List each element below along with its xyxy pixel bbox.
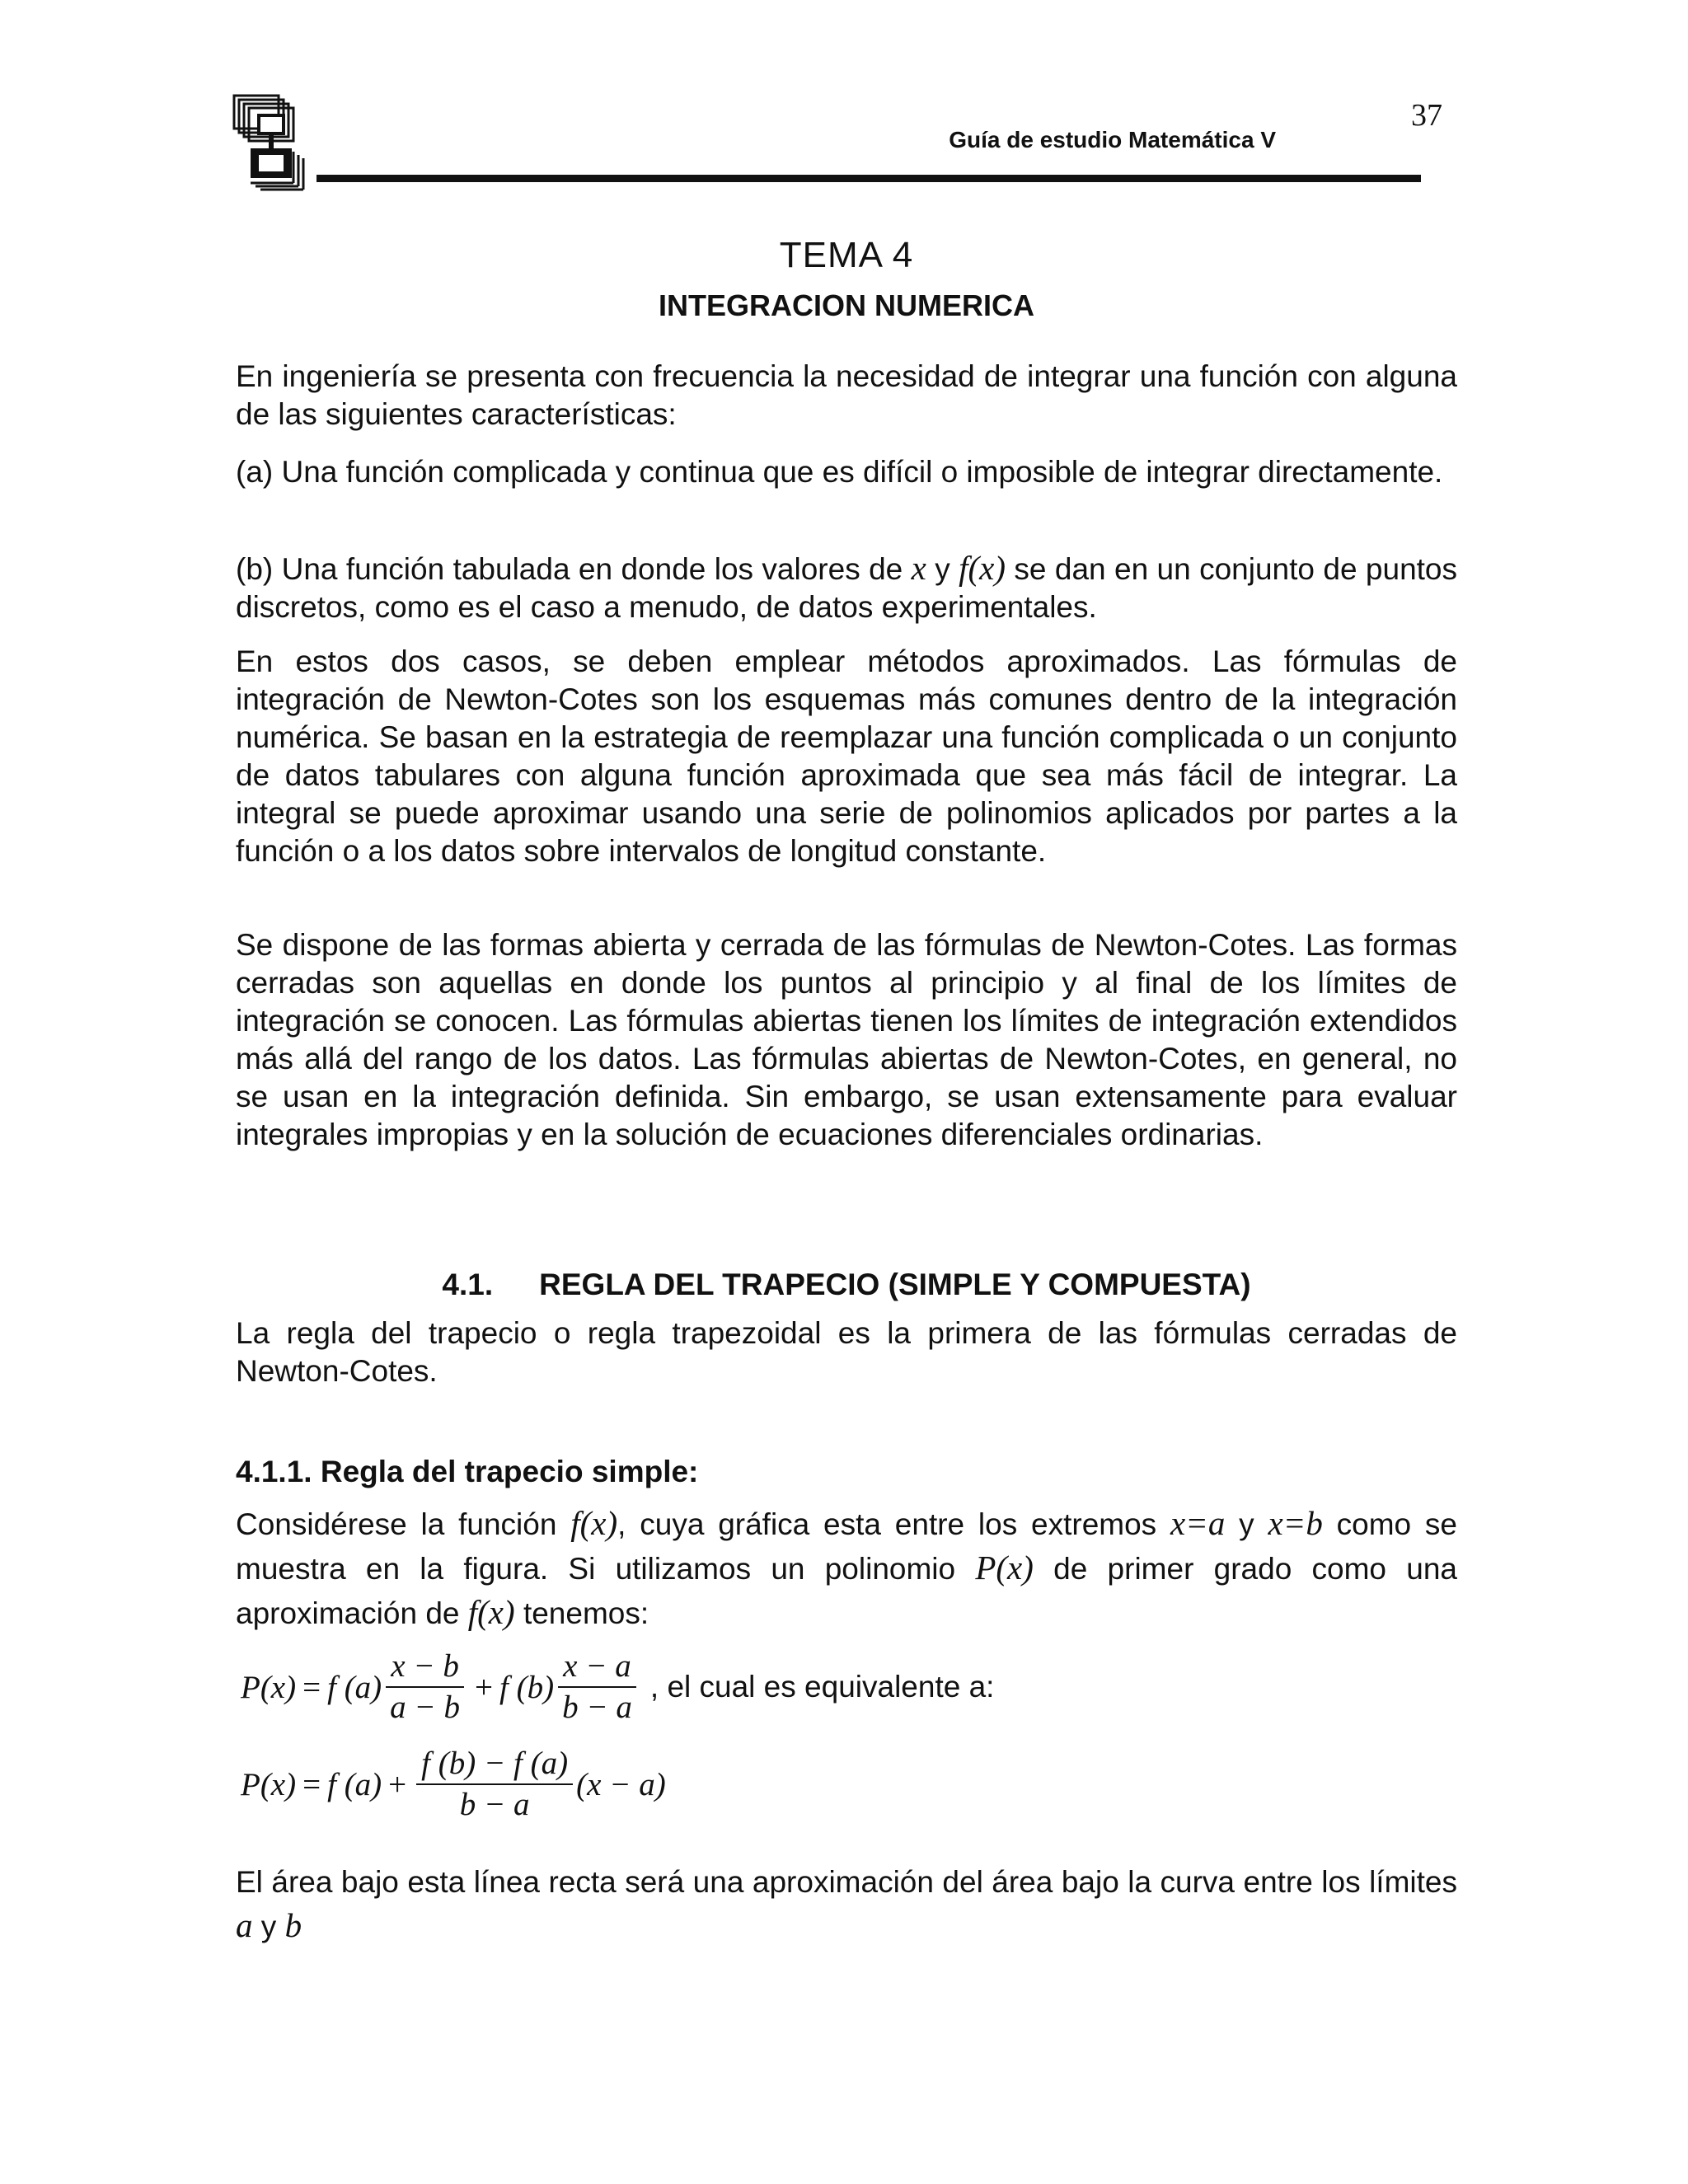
formula-linear-interpolation — [241, 1648, 994, 1726]
intro-paragraph-3: (b) Una función tabulada en donde los valores de x y f(x) se dan en un conjunto de puntos discretos, como es el caso a menudo, de datos experimentales. — [236, 549, 1457, 624]
header-rule — [316, 175, 1421, 182]
formula1-fraction-2 — [557, 1648, 637, 1726]
formula-point-slope — [241, 1746, 666, 1823]
formula2-lhs: P(x) — [241, 1766, 297, 1802]
formula1-term2: f (b) — [499, 1669, 555, 1705]
formula2-fraction-numerator: f (b) − f (a) — [416, 1746, 573, 1785]
formula2-fraction — [416, 1746, 573, 1823]
formula2-equals: = — [302, 1766, 321, 1802]
chapter-label: TEMA 4 — [779, 235, 914, 275]
formula1-fraction-1-numerator: x − b — [386, 1648, 464, 1688]
section-number: 4.1. — [442, 1268, 494, 1301]
intro-paragraph-5: Se dispone de las formas abierta y cerrada de las fórmulas de Newton-Cotes. Las formas cerradas son aquellas en donde los puntos al principio y al final de los límites de integración se conocen. Las fórmulas abiertas tienen los límites de integración extendidos más allá del rango de los datos. Las fórmulas abiertas de Newton-Cotes, en general, no se usan en la integración definida. Sin embargo, se usan extensamente para evaluar integrales impropias y en la solución de ecuaciones diferenciales ordinarias. — [236, 928, 1457, 1151]
formula1-fraction-1 — [385, 1648, 465, 1726]
chapter-title: INTEGRACION NUMERICA — [659, 288, 1034, 322]
subsection-paragraph-2: El área bajo esta línea recta será una aproximación del área bajo la curva entre los límites a y b — [236, 1865, 1457, 1944]
section-heading — [236, 1268, 1457, 1302]
formula2-fraction-denominator: b − a — [459, 1787, 530, 1822]
formula2-tail: (x − a) — [576, 1766, 666, 1802]
formula1-fraction-1-denominator: a − b — [390, 1690, 460, 1725]
formula1-fraction-2-numerator: x − a — [558, 1648, 636, 1688]
formula1-fraction-2-denominator: b − a — [562, 1690, 632, 1725]
subsection-heading: 4.1.1. Regla del trapecio simple: — [236, 1455, 699, 1488]
subsection-paragraph-1: Considérese la función f(x), cuya gráfica esta entre los extremos x=a y x=b como se muestra en la figura. Si utilizamos un polinomio P(x) de primer grado como una aproximación de f(x) tenemos: — [236, 1504, 1458, 1631]
math-x: x — [911, 549, 926, 587]
formula1-plus: + — [475, 1669, 493, 1705]
math-fx: f(x) — [959, 549, 1006, 587]
formula2-plus: + — [388, 1766, 407, 1802]
formula1-term1: f (a) — [327, 1669, 382, 1705]
section-paragraph: La regla del trapecio o regla trapezoidal es la primera de las fórmulas cerradas de Newton-Cotes. — [236, 1316, 1457, 1388]
header-title: Guía de estudio Matemática V — [949, 127, 1276, 152]
formula2-term1: f (a) — [327, 1766, 382, 1802]
formula1-equals: = — [302, 1669, 321, 1705]
intro-paragraph-2: (a) Una función complicada y continua que es difícil o imposible de integrar directamente. — [236, 455, 1443, 489]
publisher-logo-icon — [232, 94, 312, 193]
page-number: 37 — [1411, 98, 1442, 133]
formula1-lhs: P(x) — [241, 1669, 297, 1705]
intro-paragraph-1: En ingeniería se presenta con frecuencia la necesidad de integrar una función con alguna de las siguientes características: — [236, 359, 1457, 431]
section-title: REGLA DEL TRAPECIO (SIMPLE Y COMPUESTA) — [539, 1268, 1251, 1301]
formula1-trailing-text: , el cual es equivalente a: — [649, 1670, 995, 1704]
intro-paragraph-4: En estos dos casos, se deben emplear métodos aproximados. Las fórmulas de integración de Newton-Cotes son los esquemas más comunes dentro de la integración numérica. Se basan en la estrategia de reemplazar una función complicada o un conjunto de datos tabulares con alguna función aproximada que sea más fácil de integrar. La integral se puede aproximar usando una serie de polinomios aplicados por partes a la función o a los datos sobre intervalos de longitud constante. — [236, 644, 1457, 868]
